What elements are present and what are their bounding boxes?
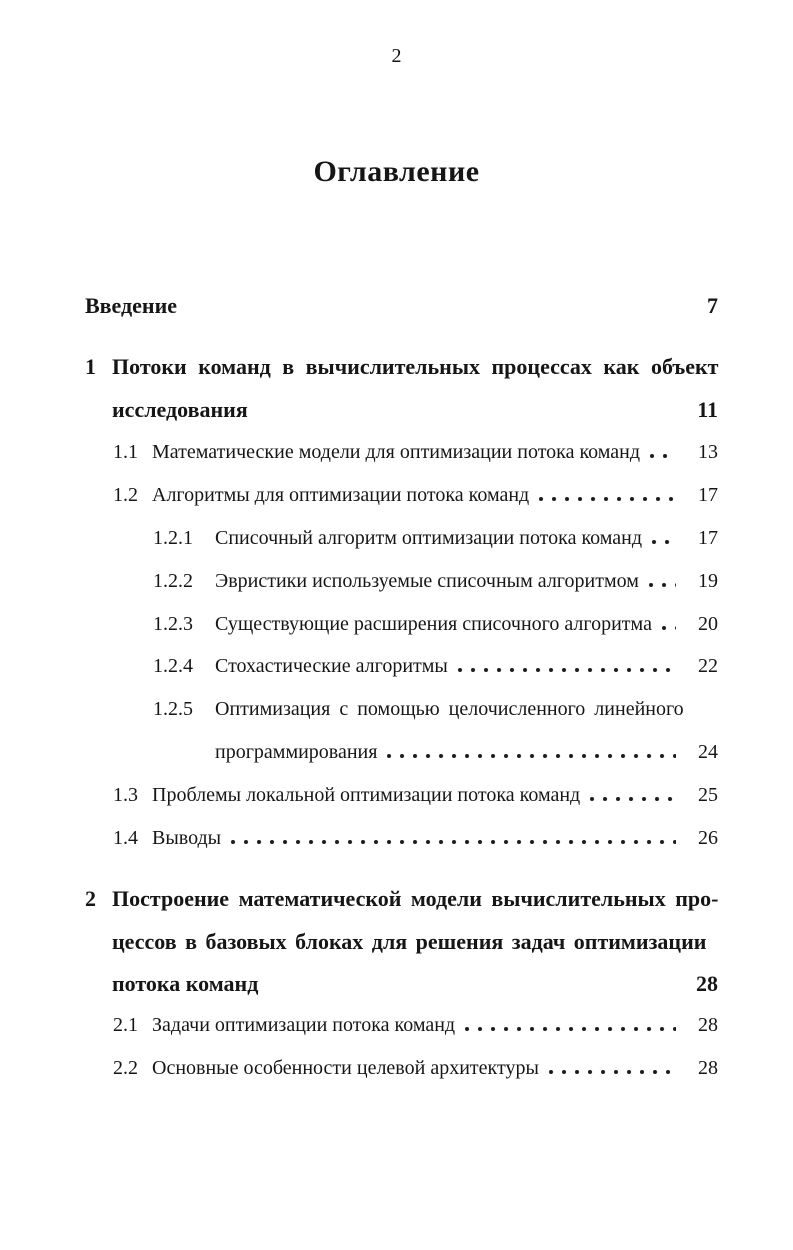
- toc-entry-1-2: [113, 482, 718, 508]
- toc-entry-1-1: [113, 439, 718, 465]
- entry-page: 28: [698, 1014, 718, 1036]
- entry-title: Математические модели для оптимизации потока команд: [152, 441, 641, 463]
- toc-entry-1-2-1: [153, 525, 718, 551]
- entry-title: Оптимизация с помощью целочисленного линейного: [215, 698, 684, 720]
- toc-entry-1-2-2: [153, 568, 718, 594]
- toc-entry-1-2-5-line-2: [215, 739, 718, 765]
- toc-entry-2-2: [113, 1055, 718, 1081]
- entry-page: 28: [696, 971, 718, 996]
- entry-title: Проблемы локальной оптимизации потока команд: [152, 784, 581, 806]
- entry-number: 1.4: [113, 827, 138, 849]
- entry-number: 2.1: [113, 1014, 138, 1036]
- toc-entry-chapter-2-line-1: Построение математической модели вычислительных про-: [112, 886, 719, 911]
- entry-page: 26: [698, 827, 718, 849]
- toc-entry-chapter-2-line-2: цессов в базовых блоках для решения задач оптимизации: [112, 929, 707, 954]
- entry-page: 11: [697, 397, 718, 422]
- toc-entry-chapter-1-line-2: [112, 397, 718, 423]
- chapter-2-number: 2: [85, 886, 96, 911]
- entry-number: 1.2.2: [153, 570, 193, 592]
- entry-title: исследования: [112, 397, 248, 422]
- entry-page: 13: [698, 441, 718, 463]
- entry-number: 1.2.1: [153, 527, 193, 549]
- toc-entry-1-2-5-line-1: [153, 696, 718, 722]
- entry-title: Существующие расширения списочного алгоритма: [215, 613, 652, 635]
- toc-title: Оглавление: [313, 155, 480, 188]
- entry-title: потока команд: [112, 971, 259, 996]
- entry-title: Выводы: [152, 827, 222, 849]
- entry-page: 17: [698, 527, 718, 549]
- toc-entry-chapter-1-line-1: Потоки команд в вычислительных процессах как объект: [112, 354, 719, 379]
- entry-title: Стохастические алгоритмы: [215, 655, 448, 677]
- entry-title: программирования: [215, 741, 378, 763]
- entry-page: 7: [707, 293, 718, 318]
- entry-page: 19: [698, 570, 718, 592]
- entry-title: Списочный алгоритм оптимизации потока команд: [215, 527, 643, 549]
- entry-number: 2.2: [113, 1057, 138, 1079]
- chapter-1-number: 1: [85, 354, 96, 379]
- entry-number: 1.2.3: [153, 613, 193, 635]
- entry-number: 1.1: [113, 441, 138, 463]
- toc-entry-1-3: [113, 782, 718, 808]
- entry-page: 25: [698, 784, 718, 806]
- toc-entry-1-2-3: [153, 611, 718, 637]
- page-number-header: 2: [391, 45, 402, 67]
- entry-page: 22: [698, 655, 718, 677]
- toc-entry-1-2-4: [153, 653, 718, 679]
- entry-number: 1.2.5: [153, 698, 193, 720]
- entry-title: Основные особенности целевой архитектуры: [152, 1057, 539, 1079]
- entry-page: 17: [698, 484, 718, 506]
- entry-title: Алгоритмы для оптимизации потока команд: [152, 484, 530, 506]
- entry-number: 1.3: [113, 784, 138, 806]
- entry-page: 28: [698, 1057, 718, 1079]
- toc-entry-introduction: [85, 293, 718, 319]
- entry-page: 24: [698, 741, 718, 763]
- entry-title: Эвристики используемые списочным алгоритмом: [215, 570, 639, 592]
- toc-entry-2-1: [113, 1012, 718, 1038]
- entry-title: Задачи оптимизации потока команд: [152, 1014, 456, 1036]
- toc-entry-chapter-2-line-3: [112, 971, 718, 997]
- entry-title: Введение: [85, 293, 178, 318]
- entry-page: 20: [698, 613, 718, 635]
- toc-entry-1-4: [113, 825, 718, 851]
- entry-number: 1.2: [113, 484, 138, 506]
- entry-number: 1.2.4: [153, 655, 193, 677]
